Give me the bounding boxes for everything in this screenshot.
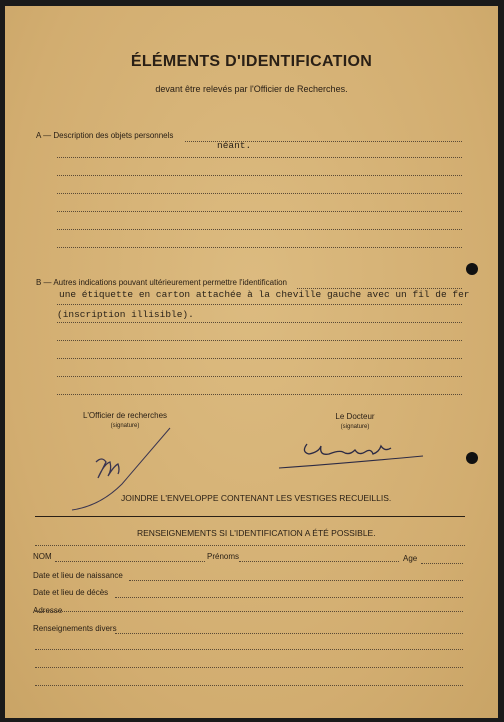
dotted-line xyxy=(35,685,463,686)
dotted-line xyxy=(57,229,462,230)
officer-signature-title: L'Officier de recherches xyxy=(82,411,168,420)
doctor-signature-title: Le Docteur xyxy=(335,412,375,421)
doctor-signature-sub: (signature) xyxy=(340,424,370,430)
divers-label: Renseignements divers xyxy=(33,624,117,633)
form-sheet xyxy=(5,6,498,718)
dotted-line xyxy=(35,611,463,612)
dotted-line xyxy=(35,545,465,546)
adresse-label: Adresse xyxy=(33,606,63,615)
punch-hole xyxy=(466,452,478,464)
dotted-line xyxy=(57,193,462,194)
deces-label: Date et lieu de décès xyxy=(33,588,109,597)
section-a-typed-value: néant. xyxy=(217,140,252,151)
prenoms-label: Prénoms xyxy=(207,552,240,561)
dotted-line xyxy=(57,247,462,248)
dotted-line xyxy=(57,175,462,176)
deces-field-line xyxy=(115,597,463,598)
nom-field-line xyxy=(55,561,205,562)
dotted-line xyxy=(57,394,462,395)
age-label: Age xyxy=(403,554,418,563)
form-title: ÉLÉMENTS D'IDENTIFICATION xyxy=(130,53,373,70)
dotted-line xyxy=(57,304,462,305)
section-b-label: B — Autres indications pouvant ultérieurement permettre l'identification xyxy=(36,278,287,287)
doctor-signature-scribble xyxy=(277,430,427,476)
dotted-line xyxy=(57,358,462,359)
dotted-line xyxy=(57,322,462,323)
dotted-line xyxy=(57,157,462,158)
section-c-heading: RENSEIGNEMENTS SI L'IDENTIFICATION A ÉTÉ POSSIBLE. xyxy=(137,528,376,538)
prenoms-field-line xyxy=(239,561,399,562)
divider-rule xyxy=(35,516,465,517)
section-b-typed-line-1: une étiquette en carton attachée à la cheville gauche avec un fil de fer xyxy=(59,289,470,300)
punch-hole xyxy=(466,263,478,275)
dotted-line xyxy=(57,340,462,341)
divers-field-line xyxy=(115,633,463,634)
officer-signature-sub: (signature) xyxy=(110,423,140,429)
naissance-field-line xyxy=(129,580,463,581)
age-field-line xyxy=(421,563,463,564)
nom-label: NOM xyxy=(33,552,52,561)
form-subtitle: devant être relevés par l'Officier de Recherches. xyxy=(155,84,348,94)
dotted-line xyxy=(57,376,462,377)
dotted-line xyxy=(57,211,462,212)
section-b-typed-line-2: (inscription illisible). xyxy=(57,309,194,320)
naissance-label: Date et lieu de naissance xyxy=(33,571,123,580)
dotted-line xyxy=(35,649,463,650)
dotted-line xyxy=(35,667,463,668)
section-a-label: A — Description des objets personnels xyxy=(36,131,174,140)
envelope-notice: JOINDRE L'ENVELOPPE CONTENANT LES VESTIGES RECUEILLIS. xyxy=(121,493,392,503)
